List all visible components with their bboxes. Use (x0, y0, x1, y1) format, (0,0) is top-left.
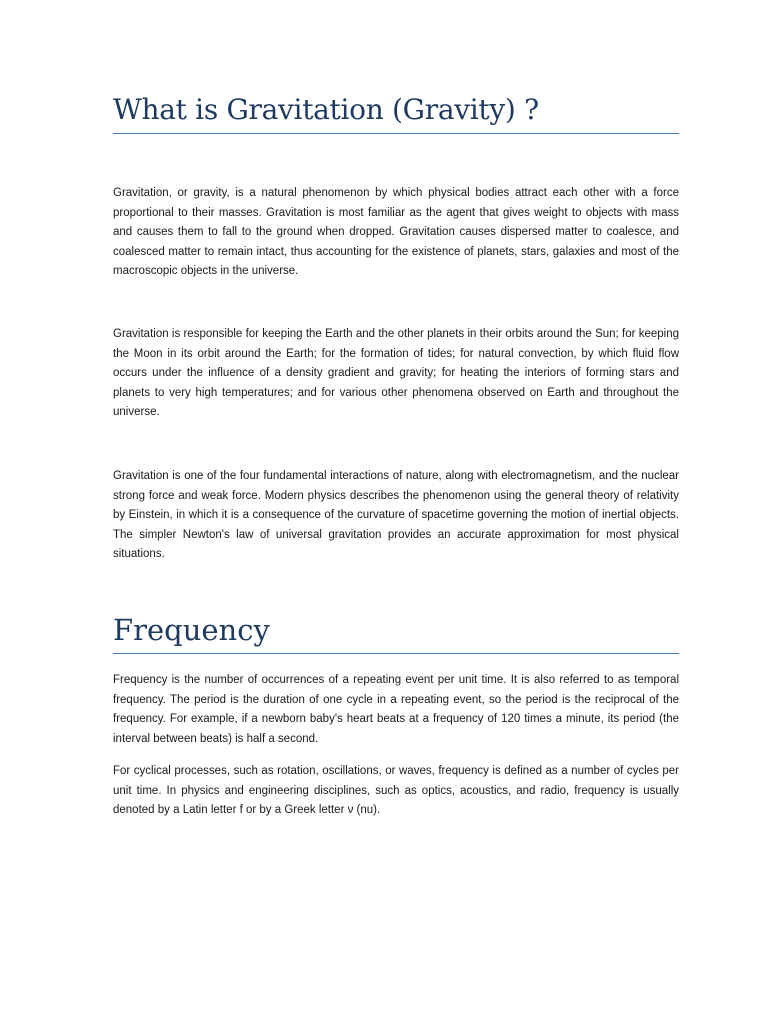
heading-gravitation: What is Gravitation (Gravity) ? (113, 90, 679, 134)
paragraph-gravitation-1: Gravitation, or gravity, is a natural phenomenon by which physical bodies attract each other with a force proportional to their masses. Gravitation is most familiar as the agent that gives weight to objects with mass and causes them to fall to the ground when dropped. Gravitation causes dispersed matter to coalesce, and coalesced matter to remain intact, thus accounting for the existence of planets, stars, galaxies and most of the macroscopic objects in the universe. (113, 187, 679, 278)
paragraph-gravitation-2: Gravitation is responsible for keeping the Earth and the other planets in their orbits around the Sun; for keeping the Moon in its orbit around the Earth; for the formation of tides; for natural convection, by which fluid flow occurs under the influence of a density gradient and gravity; for heating the interiors of forming stars and planets to very high temperatures; and for various other phenomena observed on Earth and throughout the universe. (113, 328, 679, 419)
paragraph-frequency-1: Frequency is the number of occurrences of a repeating event per unit time. It is also referred to as temporal frequency. The period is the duration of one cycle in a repeating event, so the period is the reciprocal of the frequency. For example, if a newborn baby's heart beats at a frequency of 120 times a minute, its period (the interval between beats) is half a second. (113, 674, 679, 745)
heading-frequency: Frequency (113, 610, 679, 654)
paragraph-frequency-2: For cyclical processes, such as rotation, oscillations, or waves, frequency is defined as a number of cycles per unit time. In physics and engineering disciplines, such as optics, acoustics, and radio, frequency is usually denoted by a Latin letter f or by a Greek letter ν (nu). (113, 765, 679, 817)
paragraph-gravitation-3: Gravitation is one of the four fundamental interactions of nature, along with electromagnetism, and the nuclear strong force and weak force. Modern physics describes the phenomenon using the general theory of relativity by Einstein, in which it is a consequence of the curvature of spacetime governing the motion of inertial objects. The simpler Newton's law of universal gravitation provides an accurate approximation for most physical situations. (113, 470, 679, 561)
document-page (113, 0, 679, 1024)
